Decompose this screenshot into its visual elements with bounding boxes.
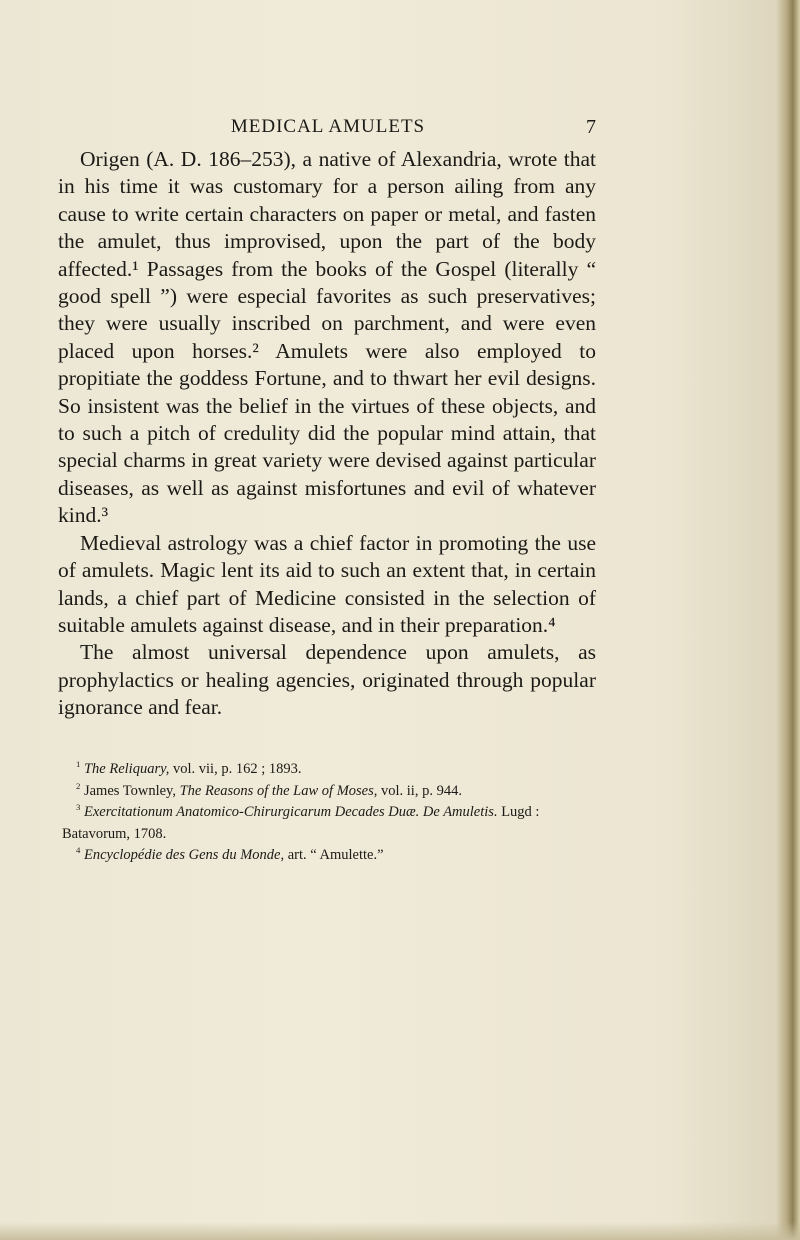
page-bottom-edge <box>0 1222 800 1240</box>
body-text <box>58 146 596 722</box>
paragraph-origen: Origen (A. D. 186–253), a native of Alexandria, wrote that in his time it was customary for a person ailing from any cause to write certain characters on paper or metal, and fasten the amulet, thus improvised, upon the part of the body affected.¹ Passages from the books of the Gospel (literally “ good spell ”) were especial favorites as such preservatives; they were usually inscribed on parchment, and were even placed upon horses.² Amulets were also employed to propitiate the goddess Fortune, and to thwart her evil designs. So insistent was the belief in the virtues of these objects, and to such a pitch of credulity did the popular mind attain, that special charms in great variety were devised against particular diseases, as well as against misfortunes and evil of whatever kind.³ <box>58 147 596 528</box>
footnote-4 <box>62 845 596 867</box>
footnote-rest: Lugd : Batavorum, 1708. <box>62 804 540 842</box>
footnote-title: The Reliquary, <box>83 761 170 777</box>
paragraph-universal-dependence: The almost universal dependence upon amulets, as prophylactics or healing agencies, originated through popular ignorance and fear. <box>58 640 596 720</box>
footnote-title: The Reasons of the Law of Moses, <box>179 782 378 799</box>
footnote-marker: 4 <box>76 845 81 856</box>
footnote-2 <box>62 781 596 803</box>
footnote-marker: 1 <box>76 759 81 770</box>
running-title: MEDICAL AMULETS <box>230 116 426 137</box>
footnote-1 <box>62 759 596 781</box>
footnote-rest: art. “ Amulette.” <box>284 847 384 863</box>
paragraph-medieval-astrology: Medieval astrology was a chief factor in promoting the use of amulets. Magic lent its aid to such an extent that, in certain lands, a chief part of Medicine consisted in the selection of suitable amulets against disease, and in their preparation.⁴ <box>58 530 596 637</box>
footnote-title: Exercitationum Anatomico-Chirurgicarum Decades Duæ. De Amuletis. <box>83 804 498 820</box>
page-edge-shadow <box>776 0 800 1240</box>
running-head <box>60 112 596 142</box>
footnote-title: Encyclopédie des Gens du Monde, <box>83 847 285 863</box>
footnote-marker: 2 <box>76 780 81 791</box>
page-number: 7 <box>586 116 596 138</box>
footnote-marker: 3 <box>76 802 81 813</box>
footnote-rest: vol. ii, p. 944. <box>377 782 462 799</box>
footnote-3 <box>62 802 596 845</box>
footnotes <box>62 759 596 867</box>
footnote-rest: vol. vii, p. 162 ; 1893. <box>169 761 302 777</box>
footnote-author: James Townley, <box>83 782 180 799</box>
